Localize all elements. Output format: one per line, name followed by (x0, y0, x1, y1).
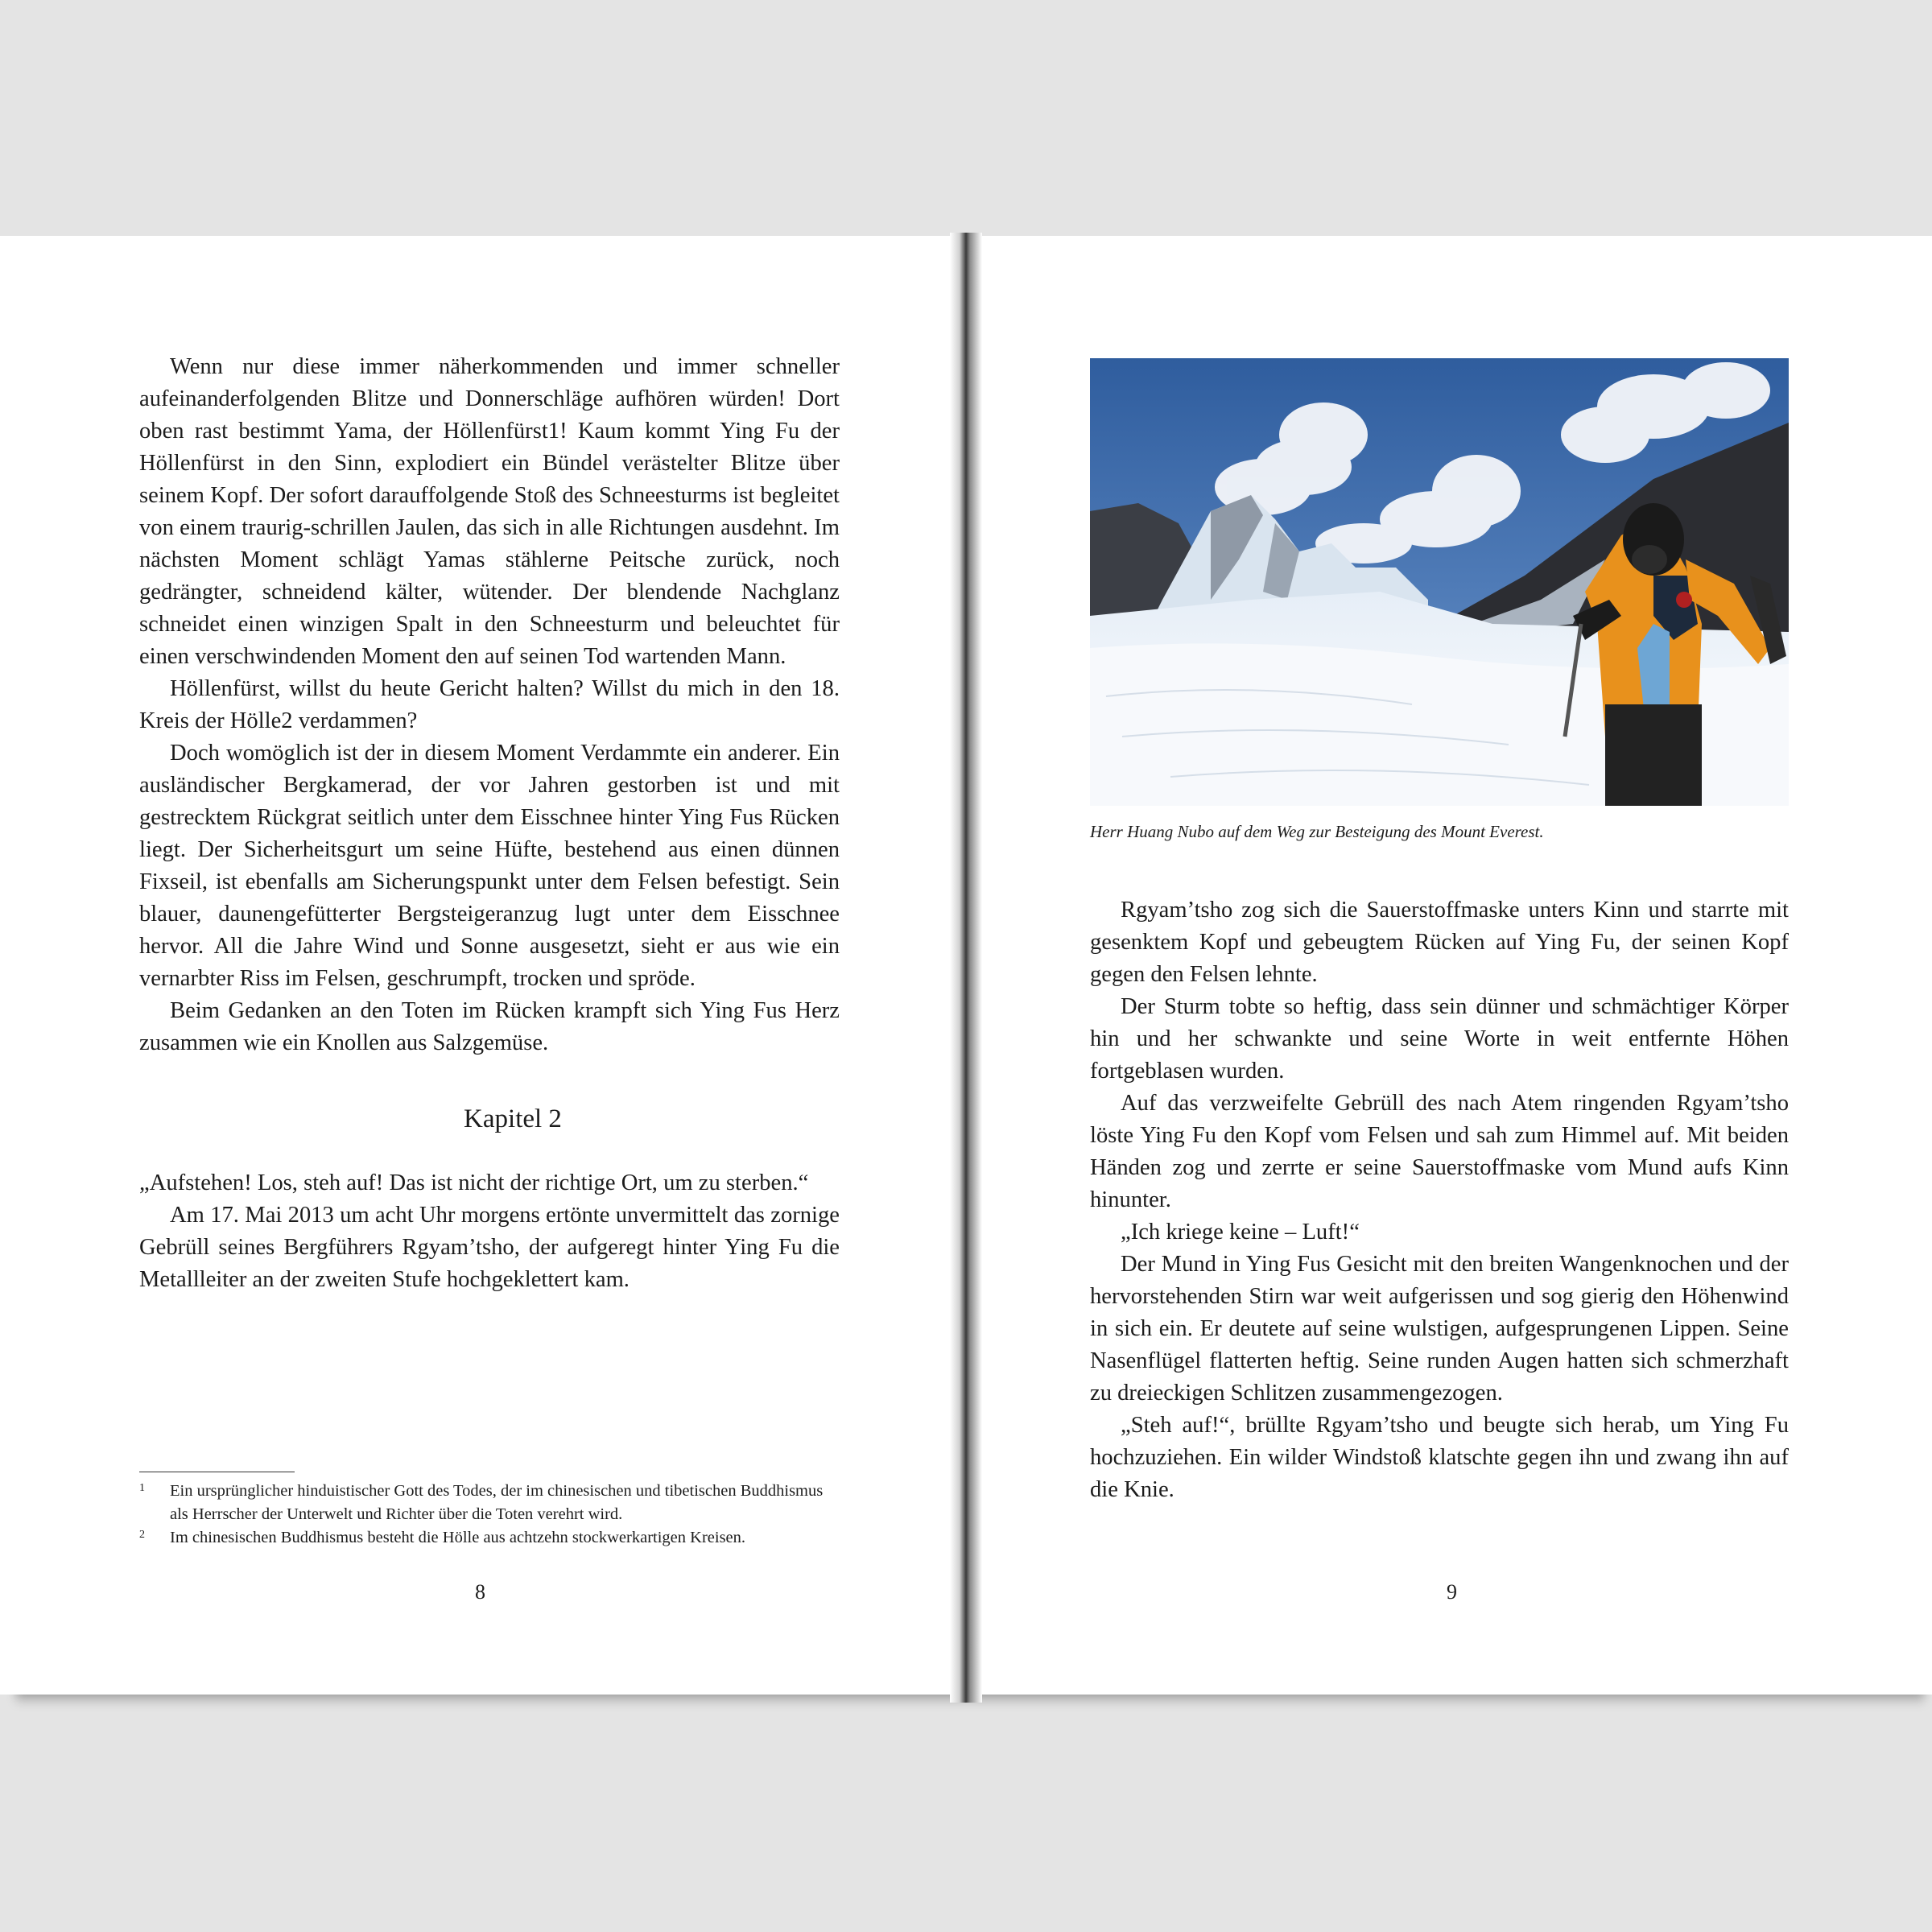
paragraph: „Aufstehen! Los, steh auf! Das ist nicht der richtige Ort, um zu sterben.“ (139, 1170, 809, 1195)
footnotes (139, 1480, 840, 1550)
footnote-number: 1 (139, 1482, 145, 1494)
paragraph: Der Sturm tobte so heftig, dass sein dünner und schmächtiger Körper hin und her schwankte und seine Worte in weit entfernte Höhen fortgeblasen wurden. (1090, 994, 1789, 1084)
page-number: 8 (475, 1580, 485, 1604)
right-page (972, 236, 1932, 1695)
paragraph: Beim Gedanken an den Toten im Rücken krampft sich Ying Fus Herz zusammen wie ein Knollen aus Salzgemüse. (139, 998, 840, 1055)
paragraph: Doch womöglich ist der in diesem Moment Verdammte ein anderer. Ein ausländischer Bergkamerad, der vor Jahren gestorben ist und mit gestrecktem Rückgrat seitlich unter dem Eisschnee hinter Ying Fus Rücken liegt. Der Sicherheitsgurt um seine Hüfte, bestehend aus einen dünnen Fixseil, ist ebenfalls am Sicherungspunkt unter dem Felsen befestigt. Sein blauer, daunengefütterter Bergsteigeranzug lugt unter dem Eisschnee hervor. All die Jahre Wind und Sonne ausgesetzt, sieht er aus wie ein vernarbter Riss im Felsen, geschrumpft, trocken und spröde. (139, 741, 840, 991)
right-text-column (1090, 894, 1789, 1506)
paragraph: Am 17. Mai 2013 um acht Uhr morgens ertönte unvermittelt das zornige Gebrüll seines Bergführers Rgyam’tsho, der aufgeregt hinter Ying Fu die Metallleiter an der zweiten Stufe hochgeklettert kam. (139, 1203, 840, 1292)
book-gutter (950, 233, 982, 1703)
photo-caption: Herr Huang Nubo auf dem Weg zur Besteigung des Mount Everest. (1090, 822, 1544, 841)
book-spread (0, 236, 1932, 1695)
paragraph: „Ich kriege keine – Luft!“ (1121, 1220, 1360, 1245)
footnote-text: Im chinesischen Buddhismus besteht die Hölle aus achtzehn stockwerkartigen Kreisen. (170, 1529, 746, 1546)
page-number: 9 (1447, 1580, 1457, 1604)
paragraph: Höllenfürst, willst du heute Gericht halten? Willst du mich in den 18. Kreis der Hölle2 verdammen? (139, 676, 840, 733)
paragraph: Wenn nur diese immer näherkommenden und immer schneller aufeinanderfolgenden Blitze und Donnerschläge aufhören würden! Dort oben rast bestimmt Yama, der Höllenfürst1! Kaum kommt Ying Fu der Höllenfürst in den Sinn, explodiert ein Bündel verästelter Blitze über seinem Kopf. Der sofort darauffolgende Stoß des Schneesturms ist begleitet von einem traurig-schrillen Jaulen, das sich in alle Richtungen ausdehnt. Im nächsten Moment schlägt Yamas stählerne Peitsche zurück, noch gedrängter, schneidend kälter, wütender. Der blendende Nachglanz schneidet einen winzigen Spalt in den Schneesturm und beleuchtet für einen verschwindenden Moment den auf seinen Tod wartenden Mann. (139, 354, 840, 669)
left-page (0, 236, 960, 1695)
paragraph: Rgyam’tsho zog sich die Sauerstoffmaske unters Kinn und starrte mit gesenktem Kopf und gebeugtem Rücken auf Ying Fu, der seinen Kopf gegen den Felsen lehnte. (1090, 898, 1789, 987)
footnote (139, 1526, 840, 1550)
footnote-number: 2 (139, 1529, 145, 1541)
everest-photo (1090, 358, 1789, 806)
footnote (139, 1480, 840, 1526)
footnote-text: Ein ursprünglicher hinduistischer Gott des Todes, der im chinesischen und tibetischen Buddhismus als Herrscher der Unterwelt und Richter über die Toten verehrt wird. (170, 1482, 824, 1523)
paragraph: Auf das verzweifelte Gebrüll des nach Atem ringenden Rgyam’tsho löste Ying Fu den Kopf vom Felsen und sah zum Himmel auf. Mit beiden Händen zog und zerrte er seine Sauerstoffmaske vom Mund aufs Kinn hinunter. (1090, 1091, 1789, 1212)
paragraph: Der Mund in Ying Fus Gesicht mit den breiten Wangenknochen und der hervorstehenden Stirn war weit aufgerissen und sog gierig den Höhenwind in sich ein. Er deutete auf seine wulstigen, aufgesprungenen Lippen. Seine Nasenflügel flatterten heftig. Seine runden Augen hatten sich schmerzhaft zu dreieckigen Schlitzen zusammengezogen. (1090, 1252, 1789, 1406)
left-text-column (139, 351, 840, 1296)
paragraph: „Steh auf!“, brüllte Rgyam’tsho und beugte sich herab, um Ying Fu hochzuziehen. Ein wilder Windstoß klatschte gegen ihn und zwang ihn auf die Knie. (1090, 1413, 1789, 1502)
chapter-title: Kapitel 2 (464, 1104, 562, 1133)
